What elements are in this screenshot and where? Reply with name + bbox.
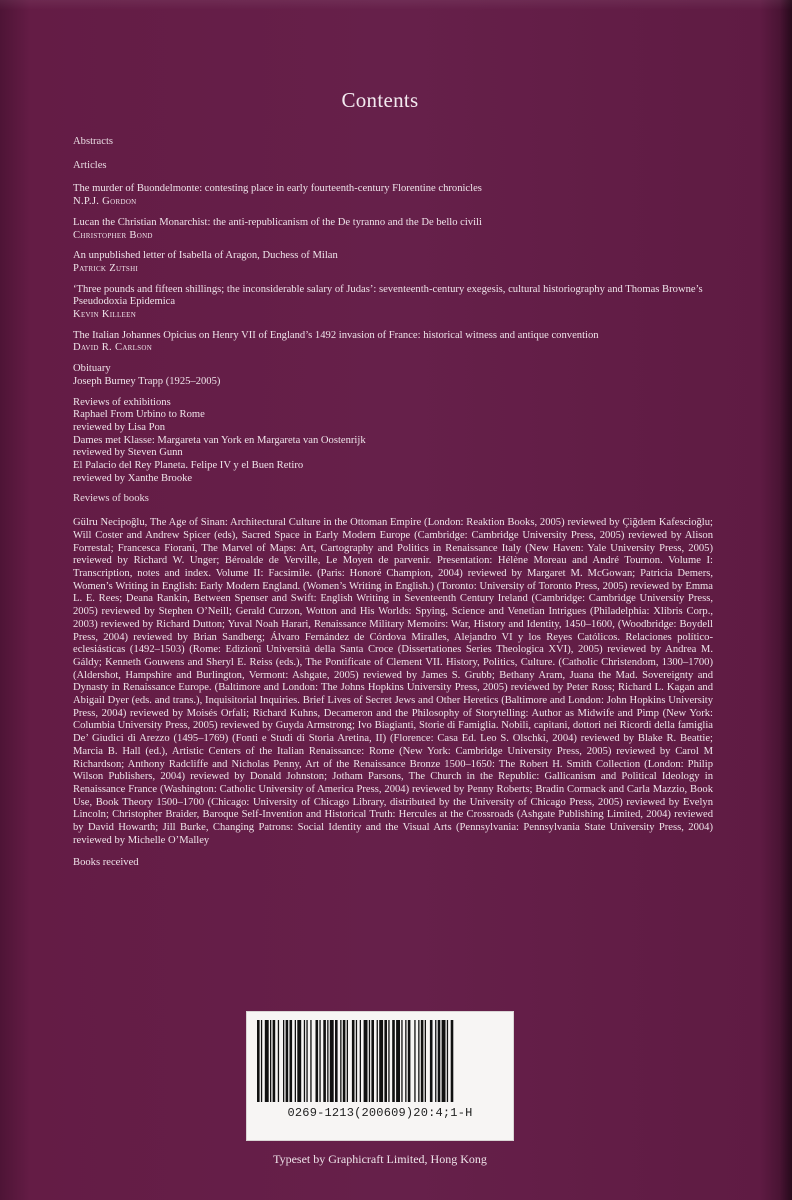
exhibition-line: El Palacio del Rey Planeta. Felipe IV y el Buen Retiro	[73, 460, 304, 472]
article-entry	[73, 217, 713, 242]
contents-title: Contents	[341, 88, 419, 112]
article-author: Patrick Zutshi	[73, 262, 139, 274]
section-abstracts: Abstracts	[73, 136, 114, 147]
obituary-name: Joseph Burney Trapp (1925–2005)	[73, 375, 221, 387]
exhibitions-heading: Reviews of exhibitions	[73, 396, 171, 408]
article-author: Christopher Bond	[73, 229, 153, 241]
article-author: Kevin Killeen	[73, 309, 137, 321]
barcode-label	[246, 1011, 514, 1141]
barcode-number: 0269-1213(200609)20:4;1-H	[287, 1106, 473, 1120]
exhibition-line: reviewed by Xanthe Brooke	[73, 472, 193, 484]
article-entry	[73, 284, 713, 322]
exhibition-line: reviewed by Steven Gunn	[73, 447, 183, 459]
exhibition-line: Raphael From Urbino to Rome	[73, 409, 205, 421]
exhibition-reviews-block	[73, 397, 713, 486]
article-title: The murder of Buondelmonte: contesting place in early fourteenth-century Florentine chronicles	[73, 183, 482, 195]
article-author: David R. Carlson	[73, 342, 153, 354]
contents-list	[73, 136, 713, 870]
article-title: Lucan the Christian Monarchist: the anti-republicanism of the De tyranno and the De bello civili	[73, 216, 482, 228]
right-edge-shading	[780, 0, 792, 1200]
article-title: An unpublished letter of Isabella of Aragon, Duchess of Milan	[73, 250, 338, 262]
obituary-block	[73, 363, 713, 388]
article-entry	[73, 330, 713, 355]
barcode-icon	[257, 1020, 503, 1102]
obituary-heading: Obituary	[73, 363, 111, 375]
top-edge-shading	[0, 0, 792, 10]
book-reviews-paragraph: Gülru Necipoğlu, The Age of Sinan: Architectural Culture in the Ottoman Empire (London: Reaktion Books, 2005) reviewed by Çiğdem Kafescioğlu; Will Coster and Andrew Spicer (eds), Sacred Space in Early Modern Europe (Cambridge: Cambridge University Press, 2005) reviewed by Alison Forrestal; Francesca Fiorani, The Marvel of Maps: Art, Cartography and Politics in Renaissance Italy (New Haven: Yale University Press, 2005) reviewed by Richard W. Unger; Béroalde de Verville, Le Moyen de parvenir. Presentation: Hélène Moreau and André Tournon. Volume I: Transcription, notes and index. Volume II: Facsimile. (Paris: Honoré Champion, 2004) reviewed by Margaret M. McGowan; Patricia Demers, Women’s Writing in English: Early Modern England. (Women’s Writing in English.) (Toronto: University of Toronto Press, 2005) reviewed by Emma L. E. Rees; Deana Rankin, Between Spenser and Swift: English Writing in Seventeenth Century Ireland (Cambridge: Cambridge University Press, 2005) reviewed by Stephen O’Neill; Gerald Curzon, Wotton and His Worlds: Spying, Science and Venetian Intrigues (Philadelphia: Xlibris Corp., 2003) reviewed by Richard Dutton; Yuval Noah Harari, Renaissance Military Memoirs: War, History and Identity, 1450–1600, (Woodbridge: Boydell Press, 2004) reviewed by Brian Sandberg; Álvaro Fernández de Córdova Miralles, Alejandro VI y los Reyes Católicos. Relaciones político-eclesiásticas (1492–1503) (Rome: Edizioni Università della Santa Croce (Dissertationes Series Theologica XVI), 2005) reviewed by Andrea M. Gáldy; Kenneth Gouwens and Sheryl E. Reiss (eds.), The Pontificate of Clement VII. History, Politics, Culture. (Catholic Christendom, 1300–1700) (Aldershot, Hampshire and Burlington, Vermont: Ashgate, 2005) reviewed by James S. Grubb; Bethany Aram, Juana the Mad. Sovereignty and Dynasty in Renaissance Europe. (Baltimore and London: The Johns Hopkins University Press, 2005) reviewed by Peter Ross; Richard L. Kagan and Abigail Dyer (eds. and trans.), Inquisitorial Inquiries. Brief Lives of Secret Jews and Other Heretics (Baltimore and London: John Hopkins University Press, 2004) reviewed by Moisés Orfali; Richard Kuhns, Decameron and the Philosophy of Storytelling: Author as Midwife and Pimp (New York: Columbia University Press, 2005) reviewed by Guyda Armstrong; Ivo Biagianti, Storie di Famiglia. Nobili, capitani, dottori nei Ricordi della famiglia De’ Giudici di Arezzo (1495–1769) (Fonti e Studi di Storia Aretina, II) (Florence: Casa Ed. Leo S. Olschki, 2004) reviewed by Blake R. Beattie; Marcia B. Hall (ed.), Artistic Centers of the Italian Renaissance: Rome (New York: Cambridge University Press, 2005) reviewed by Carol M Richardson; Anthony Radcliffe and Nicholas Penny, Art of the Renaissance Bronze 1500–1650: The Robert H. Smith Collection (London: Philip Wilson Publishers, 2004) reviewed by Donald Johnston; Jotham Parsons, The Church in the Republic: Gallicanism and Political Ideology in Renaissance France (Washington: Catholic University of America Press, 2004) reviewed by Penny Roberts; Bradin Cormack and Carla Mazzio, Book Use, Book Theory 1500–1700 (Chicago: University of Chicago Library, distributed by the University of Chicago Press, 2005) reviewed by Evelyn Lincoln; Christopher Braider, Baroque Self-Invention and Historical Truth: Hercules at the Crossroads (Ashgate Publishing Limited, 2004) reviewed by David Howarth; Jill Burke, Changing Patrons: Social Identity and the Visual Arts (Pennsylvania: Pennsylvania State University Press, 2004) reviewed by Michelle O’Malley	[73, 517, 713, 846]
section-articles: Articles	[73, 159, 107, 171]
article-entry	[73, 250, 713, 275]
section-books-received: Books received	[73, 857, 139, 869]
exhibition-line: reviewed by Lisa Pon	[73, 421, 166, 433]
article-title: ‘Three pounds and fifteen shillings; the inconsiderable salary of Judas’: seventeenth-century exegesis, cultural historiography and Thomas Browne’s Pseudodoxia Epidemica	[73, 283, 703, 308]
article-title: The Italian Johannes Opicius on Henry VII of England’s 1492 invasion of France: historical witness and antique convention	[73, 329, 599, 341]
exhibition-line: Dames met Klasse: Margareta van York en Margareta van Oostenrijk	[73, 434, 366, 446]
typeset-credit: Typeset by Graphicraft Limited, Hong Kong	[273, 1152, 487, 1166]
article-author: N.P.J. Gordon	[73, 196, 137, 208]
section-reviews-of-books: Reviews of books	[73, 493, 149, 505]
article-entry	[73, 183, 713, 208]
